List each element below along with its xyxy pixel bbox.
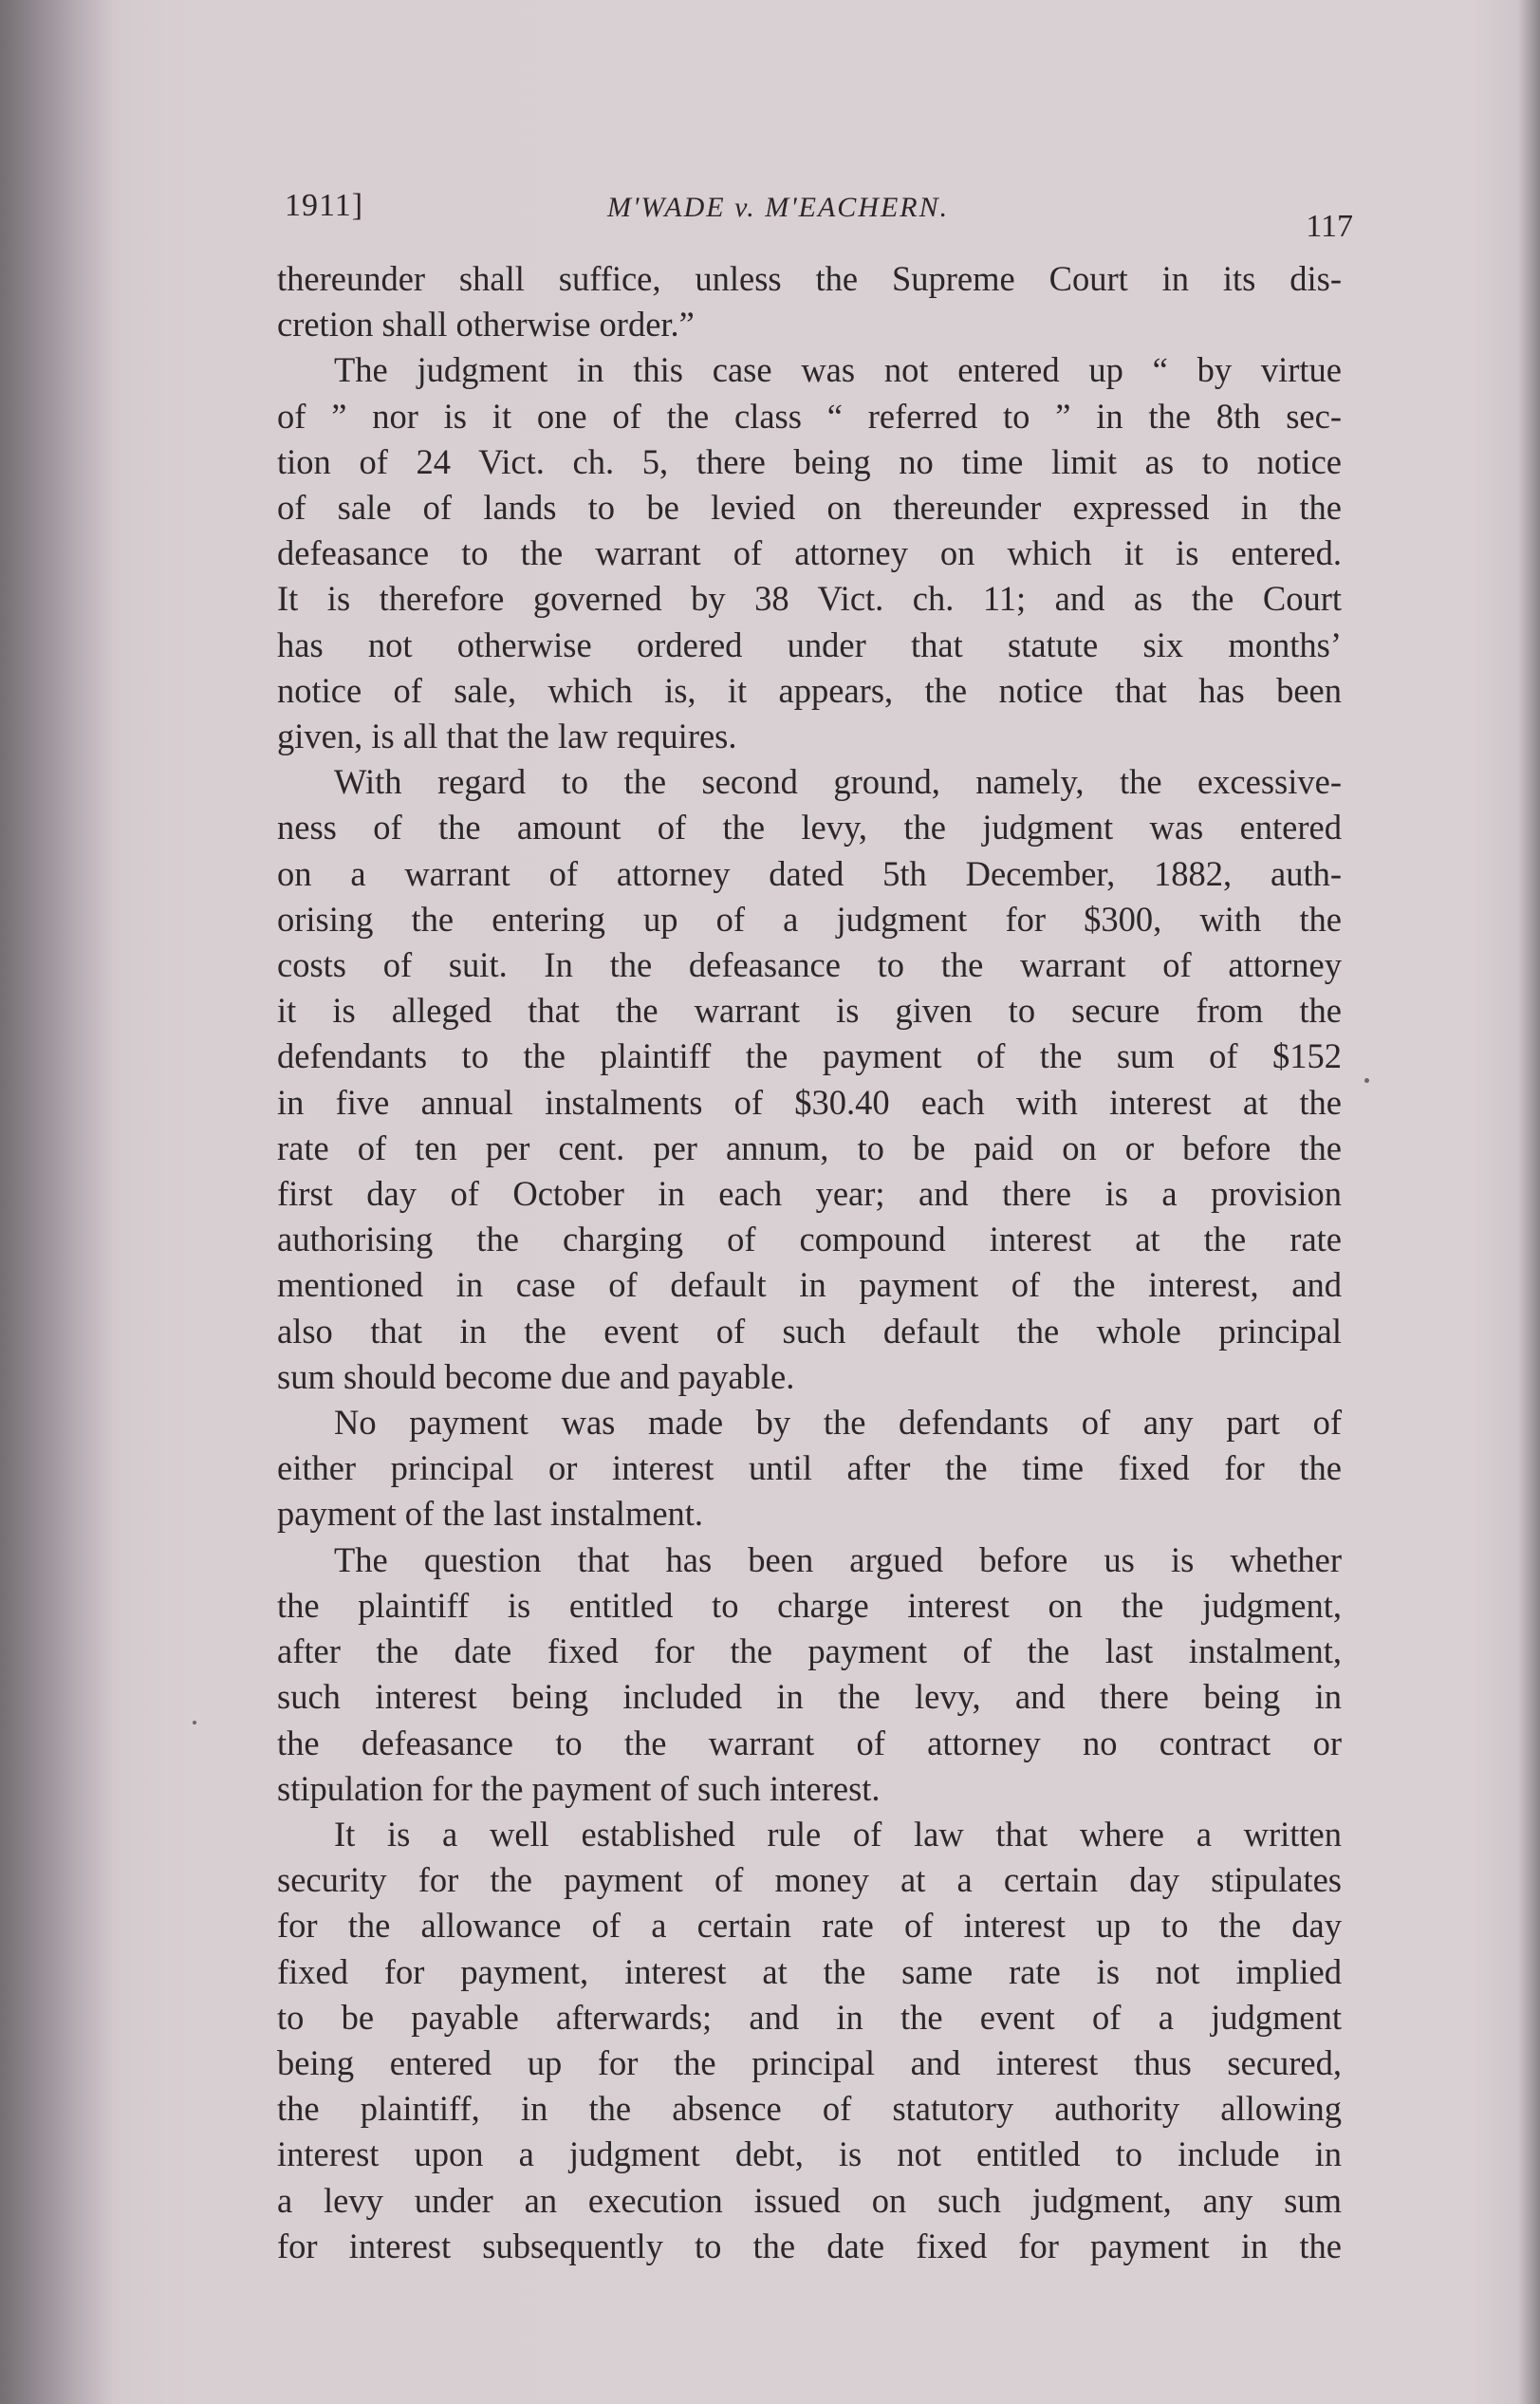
text-line: rate of ten per cent. per annum, to be paid on or before the — [277, 1127, 1342, 1167]
paragraph — [277, 1400, 1342, 1537]
page-number: 117 — [1306, 209, 1353, 244]
text-line: the defeasance to the warrant of attorney no contract or — [277, 1723, 1342, 1762]
text-line: also that in the event of such default the whole principal — [277, 1311, 1342, 1351]
text-line: after the date fixed for the payment of the last instalment, — [277, 1631, 1342, 1671]
text-line: costs of suit. In the defeasance to the warrant of attorney — [277, 945, 1342, 985]
text-line: it is alleged that the warrant is given to secure from the — [277, 991, 1342, 1031]
gutter-shadow — [0, 0, 114, 2404]
paragraph — [277, 759, 1342, 1400]
text-line: has not otherwise ordered under that statute six months’ — [277, 624, 1342, 664]
page-header — [285, 188, 1353, 245]
paragraph — [277, 1537, 1342, 1812]
text-line: notice of sale, which is, it appears, the notice that has been — [277, 670, 1342, 710]
text-line: thereunder shall suffice, unless the Supreme Court in its dis- — [277, 259, 1342, 298]
text-line: mentioned in case of default in payment of the interest, and — [277, 1265, 1342, 1305]
text-line: payment of the last instalment. — [277, 1494, 704, 1534]
page-body — [277, 256, 1342, 2269]
text-line: to be payable afterwards; and in the event of a judgment — [277, 1997, 1342, 2037]
text-line: authorising the charging of compound interest at the rate — [277, 1220, 1342, 1259]
text-line: defeasance to the warrant of attorney on which it is entered. — [277, 533, 1342, 573]
text-line: sum should become due and payable. — [277, 1356, 795, 1396]
text-line: for interest subsequently to the date fixed for payment in the — [277, 2226, 1342, 2265]
text-line: It is a well established rule of law that where a written — [334, 1814, 1342, 1854]
text-line: It is therefore governed by 38 Vict. ch. 11; and as the Court — [277, 579, 1342, 619]
text-line: orising the entering up of a judgment for $300, with the — [277, 899, 1342, 939]
paper-speck — [1364, 1078, 1369, 1083]
text-line: being entered up for the principal and interest thus secured, — [277, 2042, 1342, 2082]
text-line: given, is all that the law requires. — [277, 717, 737, 756]
text-line: in five annual instalments of $30.40 each with interest at the — [277, 1082, 1342, 1122]
text-line: of sale of lands to be levied on thereunder expressed in the — [277, 488, 1342, 528]
text-line: No payment was made by the defendants of any part of — [334, 1403, 1342, 1443]
text-line: defendants to the plaintiff the payment of the sum of $152 — [277, 1036, 1342, 1076]
text-line: for the allowance of a certain rate of interest up to the day — [277, 1906, 1342, 1946]
text-line: first day of October in each year; and there is a provision — [277, 1174, 1342, 1214]
text-line: fixed for payment, interest at the same rate is not implied — [277, 1951, 1342, 1991]
text-line: on a warrant of attorney dated 5th December, 1882, auth- — [277, 853, 1342, 893]
text-line: the plaintiff, in the absence of statutory authority allowing — [277, 2089, 1342, 2129]
header-year: 1911] — [285, 188, 364, 223]
text-line: such interest being included in the levy, and there being in — [277, 1677, 1342, 1717]
text-line: a levy under an execution issued on such judgment, any sum — [277, 2180, 1342, 2220]
text-line: cretion shall otherwise order.” — [277, 305, 695, 345]
text-line: tion of 24 Vict. ch. 5, there being no time limit as to notice — [277, 441, 1342, 481]
text-line: The judgment in this case was not entered up “ by virtue — [334, 350, 1342, 390]
text-line: interest upon a judgment debt, is not entitled to include in — [277, 2134, 1342, 2174]
text-line: stipulation for the payment of such interest. — [277, 1768, 881, 1808]
paper-speck — [193, 1721, 196, 1724]
text-line: The question that has been argued before us is whether — [334, 1539, 1342, 1579]
running-title: M'WADE v. M'EACHERN. — [607, 192, 950, 223]
paragraph — [277, 347, 1342, 759]
text-line: either principal or interest until after the time fixed for the — [277, 1448, 1342, 1488]
text-line: the plaintiff is entitled to charge interest on the judgment, — [277, 1585, 1342, 1625]
text-line: of ” nor is it one of the class “ referred to ” in the 8th sec- — [277, 396, 1342, 436]
paragraph — [277, 1812, 1342, 2269]
text-line: security for the payment of money at a certain day stipulates — [277, 1860, 1342, 1900]
text-line: With regard to the second ground, namely, the excessive- — [334, 762, 1342, 802]
paragraph — [277, 256, 1342, 347]
text-line: ness of the amount of the levy, the judgment was entered — [277, 808, 1342, 848]
